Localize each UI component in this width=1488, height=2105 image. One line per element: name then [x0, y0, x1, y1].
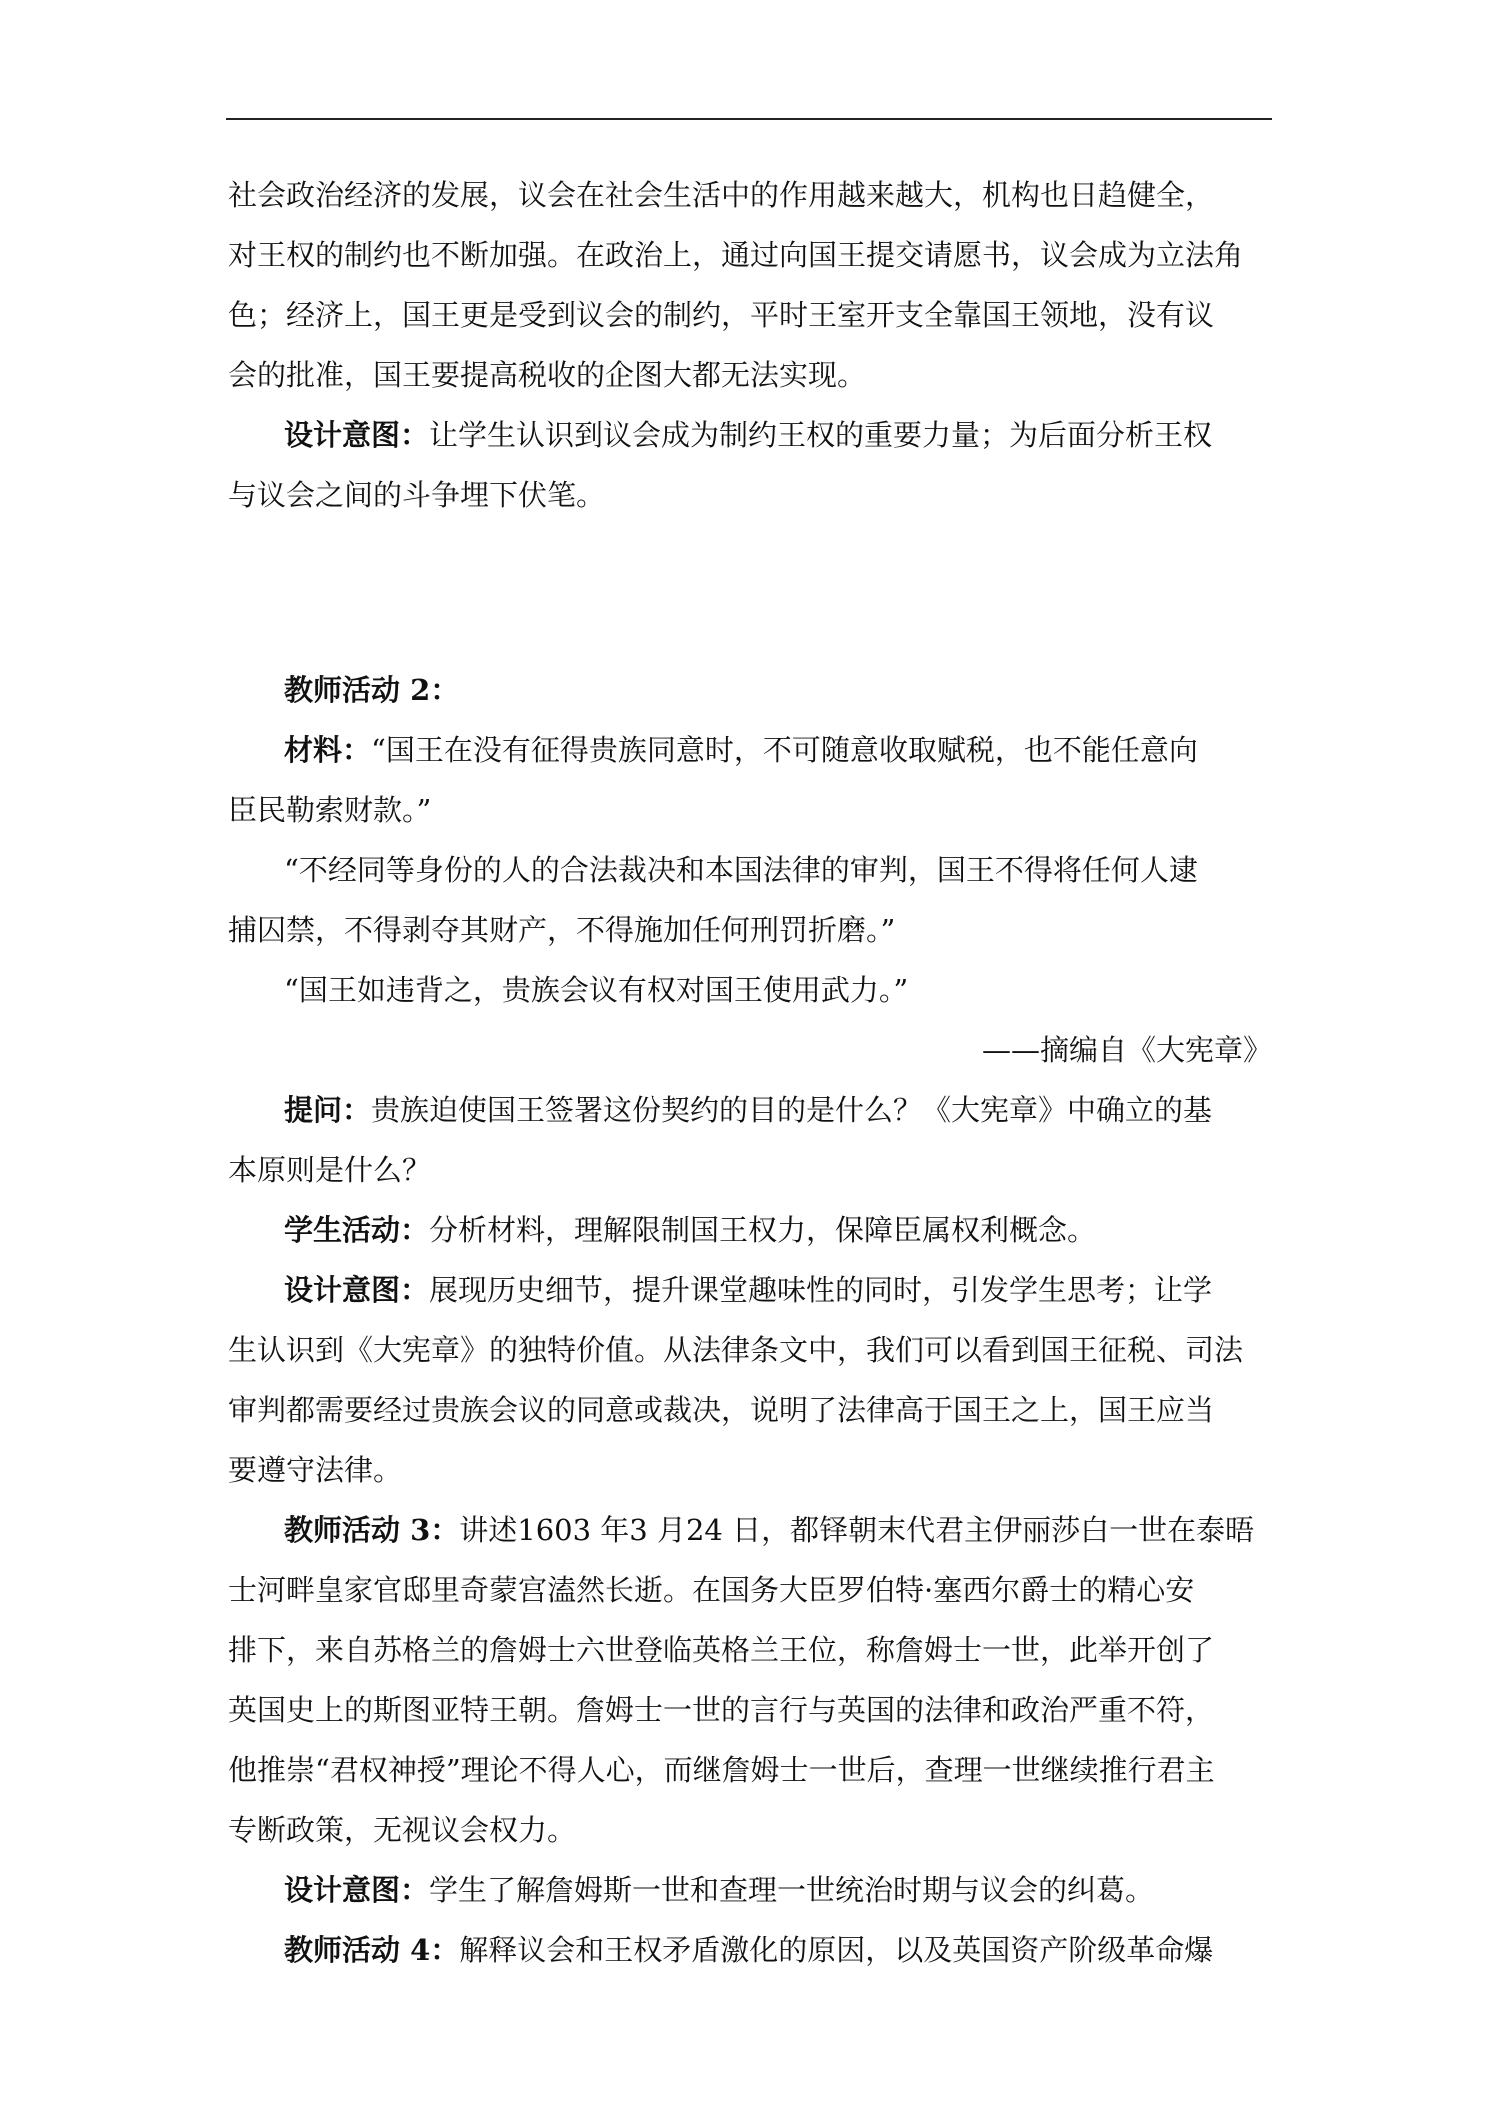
- student-activity-label: 学生活动：: [284, 1213, 430, 1247]
- text-line: 本原则是什么？: [228, 1153, 432, 1187]
- text-line: 分析材料，理解限制国王权力，保障臣属权利概念。: [429, 1213, 1097, 1247]
- text-line: “不经同等身份的人的合法裁决和本国法律的审判，国王不得将任何人逮: [284, 853, 1198, 887]
- paragraph-parliament-development: [228, 168, 1272, 402]
- text-line: 贵族迫使国王签署这份契约的目的是什么？《大宪章》中确立的基: [371, 1093, 1213, 1127]
- text-line: 社会政治经济的发展，议会在社会生活中的作用越来越大，机构也日趋健全，: [228, 178, 1215, 212]
- text-line: 解释议会和王权矛盾激化的原因，以及英国资产阶级革命爆: [459, 1933, 1214, 1967]
- text-line: 展现历史细节，提升课堂趣味性的同时，引发学生思考；让学: [429, 1273, 1213, 1307]
- text-line: 色；经济上，国王更是受到议会的制约，平时王室开支全靠国王领地，没有议: [228, 298, 1215, 332]
- teacher-activity-2-label: 教师活动 2：: [284, 673, 460, 707]
- text-line: “国王如违背之，贵族会议有权对国王使用武力。”: [284, 973, 909, 1007]
- design-intent-label: 设计意图：: [284, 1873, 430, 1907]
- text-line: 讲述1603 年3 月24 日，都铎朝末代君主伊丽莎白一世在泰晤: [459, 1513, 1255, 1547]
- text-line: 捕囚禁，不得剥夺其财产，不得施加任何刑罚折磨。”: [228, 913, 896, 947]
- text-line: 士河畔皇家官邸里奇蒙宫溘然长逝。在国务大臣罗伯特·塞西尔爵士的精心安: [228, 1573, 1195, 1607]
- text-line: 学生了解詹姆斯一世和查理一世统治时期与议会的纠葛。: [429, 1873, 1155, 1907]
- text-line: 审判都需要经过贵族会议的同意或裁决，说明了法律高于国王之上，国王应当: [228, 1393, 1215, 1427]
- text-line: 英国史上的斯图亚特王朝。詹姆士一世的言行与英国的法律和政治严重不符，: [228, 1693, 1215, 1727]
- teacher-activity-4-label: 教师活动 4：: [284, 1933, 460, 1967]
- header-rule: [226, 118, 1272, 120]
- teacher-activity-3: [228, 1503, 1272, 1917]
- text-line: 排下，来自苏格兰的詹姆士六世登临英格兰王位，称詹姆士一世，此举开创了: [228, 1633, 1215, 1667]
- design-intent-1: [228, 408, 1272, 522]
- text-line: 生认识到《大宪章》的独特价值。从法律条文中，我们可以看到国王征税、司法: [228, 1333, 1244, 1367]
- document-body: [228, 168, 1272, 1983]
- text-line: 专断政策，无视议会权力。: [228, 1813, 577, 1847]
- material-label: 材料：: [284, 733, 372, 767]
- question-label: 提问：: [284, 1093, 372, 1127]
- text-line: 臣民勒索财款。”: [228, 793, 432, 827]
- teacher-activity-4: [228, 1923, 1272, 1977]
- section-spacer: [228, 528, 1272, 663]
- text-line: 让学生认识到议会成为制约王权的重要力量；为后面分析王权: [429, 418, 1213, 452]
- text-line: 要遵守法律。: [228, 1453, 403, 1487]
- design-intent-label: 设计意图：: [284, 1273, 430, 1307]
- text-line: 他推崇“君权神授”理论不得人心，而继詹姆士一世后，查理一世继续推行君主: [228, 1753, 1215, 1787]
- text-line: 对王权的制约也不断加强。在政治上，通过向国王提交请愿书，议会成为立法角: [228, 238, 1244, 272]
- text-line: 会的批准，国王要提高税收的企图大都无法实现。: [228, 358, 867, 392]
- quote-source: ——摘编自《大宪章》: [981, 1033, 1272, 1067]
- text-line: 与议会之间的斗争埋下伏笔。: [228, 478, 606, 512]
- teacher-activity-2: [228, 663, 1272, 1497]
- design-intent-label: 设计意图：: [284, 418, 430, 452]
- text-line: “国王在没有征得贵族同意时，不可随意收取赋税，也不能任意向: [371, 733, 1198, 767]
- teacher-activity-3-label: 教师活动 3：: [284, 1513, 460, 1547]
